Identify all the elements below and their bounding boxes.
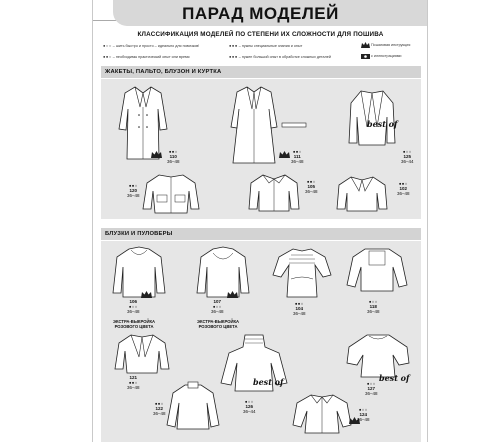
blouse-106-illustration: [111, 245, 167, 299]
extra-pattern-note-1: ЭКСТРА-ВЫКРОЙКА РОЗОВОГО ЦВЕТА: [113, 319, 156, 329]
legend-item-easy: ●○○ – шить быстро и просто – идеально для новичков!: [103, 43, 200, 48]
model-label-126: ●○○ 126 36–44: [243, 399, 256, 414]
model-label-105: ●●○ 105 36–48: [305, 179, 318, 194]
title-bar: [93, 0, 428, 26]
difficulty-legend: [103, 40, 423, 62]
best-of-badge: best of: [379, 373, 410, 383]
blouse-122-illustration: [165, 381, 221, 431]
belt-illustration: [281, 121, 307, 129]
blouse-107-illustration: [195, 245, 251, 299]
model-label-120: ●●○ 120 36–48: [127, 183, 140, 198]
model-label-111: ●●○ 111 36–48: [291, 149, 304, 164]
magazine-page: [92, 0, 428, 442]
model-label-110: ●●○ 110 36–48: [167, 149, 180, 164]
extra-pattern-note-2: ЭКСТРА-ВЫКРОЙКА РОЗОВОГО ЦВЕТА: [197, 319, 240, 329]
blouse-104-illustration: [271, 245, 333, 301]
crown-icon: [279, 151, 290, 158]
model-label-124: ●○○ 124 36–48: [357, 407, 370, 422]
legend-item-expert: ●●● – нужен большой опыт в обработке сложных деталей: [229, 54, 331, 59]
section-panel-blouses: [101, 241, 421, 442]
crown-icon: [361, 42, 370, 48]
model-label-102: ●●○ 102 36–48: [397, 181, 410, 196]
legend-item-hard: ●●● – нужны специальные знания и опыт: [229, 43, 303, 48]
section-header-blouses: БЛУЗКИ И ПУЛОВЕРЫ: [101, 228, 421, 240]
coat-110-illustration: [113, 83, 173, 163]
best-of-badge: best of: [367, 119, 398, 129]
model-label-104: ●●○ 104 36–48: [293, 301, 306, 316]
page-title: ПАРАД МОДЕЛЕЙ: [182, 4, 339, 23]
jacket-125-illustration: [347, 87, 397, 149]
jacket-102-illustration: [335, 175, 389, 213]
jacket-124-illustration: [291, 391, 353, 437]
blouse-121-illustration: [113, 333, 171, 375]
model-label-107: 107 ●○○ 36–48: [211, 299, 224, 314]
legend-item-medium: ●●○ – необходимы практический опыт или время: [103, 54, 190, 59]
model-label-122: ●●○ 122 36–48: [153, 401, 166, 416]
legend-item-illustrated: с иллюстрациями: [361, 53, 401, 59]
top-118-illustration: [345, 245, 409, 295]
model-label-127: ●○○ 127 36–48: [365, 381, 378, 396]
model-label-125: ●○○ 125 36–44: [401, 149, 414, 164]
jacket-105-illustration: [247, 173, 301, 213]
section-panel-jackets: [101, 79, 421, 219]
model-label-106: 106 ●○○ 36–48: [127, 299, 140, 314]
crown-icon: [151, 151, 162, 158]
legend-item-instruction: Пошаговая инструкция: [361, 42, 410, 48]
coat-111-illustration: [227, 83, 281, 167]
best-of-badge: best of: [253, 377, 284, 387]
model-label-121: 121 ●●○ 36–48: [127, 375, 140, 390]
model-label-118: ●○○ 118 36–48: [367, 299, 380, 314]
blouson-120-illustration: [141, 173, 201, 215]
classification-title: КЛАССИФИКАЦИЯ МОДЕЛЕЙ ПО СТЕПЕНИ ИХ СЛОЖНОСТИ ДЛЯ ПОШИВА: [137, 31, 384, 38]
crown-icon: [141, 291, 152, 298]
camera-icon: [361, 53, 370, 59]
section-header-jackets: ЖАКЕТЫ, ПАЛЬТО, БЛУЗОН И КУРТКА: [101, 66, 421, 78]
crown-icon: [227, 291, 238, 298]
